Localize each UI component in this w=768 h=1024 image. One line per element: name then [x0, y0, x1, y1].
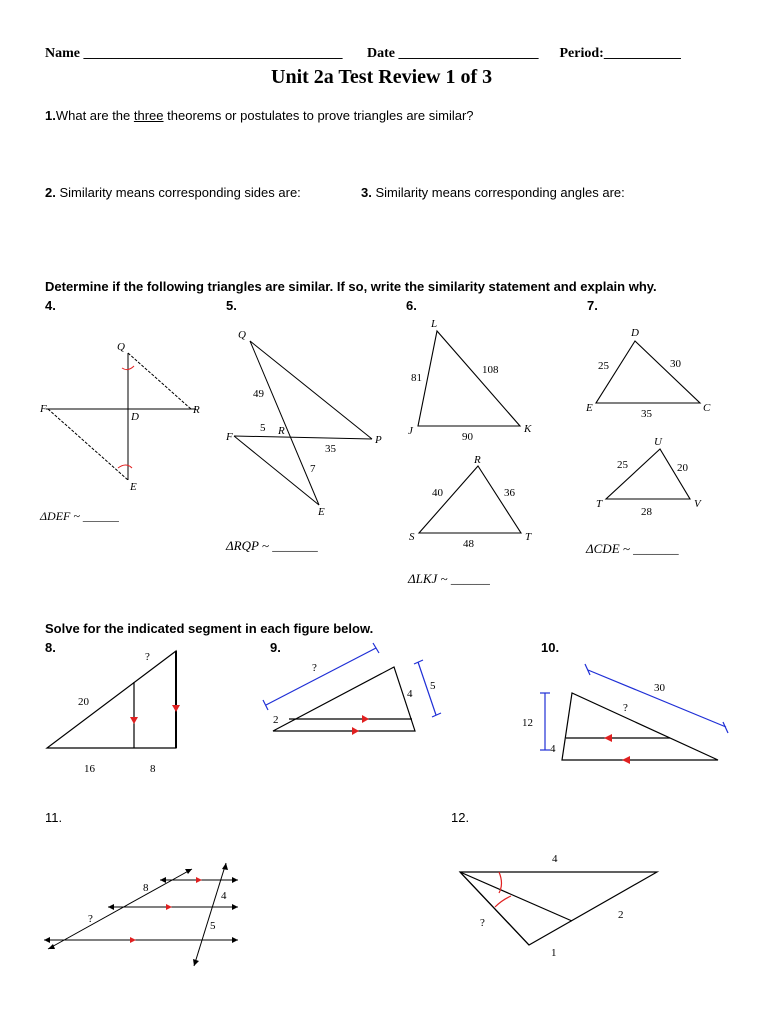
- problem-5-label-q: Q: [238, 329, 246, 341]
- problem-7-label-d: D: [631, 327, 639, 339]
- problem-5-length-35: 35: [325, 443, 336, 455]
- problem-7-length-25: 25: [598, 360, 609, 372]
- problem-7-length-30: 30: [670, 358, 681, 370]
- problem-6-label-j: J: [408, 425, 413, 437]
- question-3-number: 3.: [361, 185, 372, 200]
- problem-7-number: 7.: [587, 298, 598, 313]
- page-title: Unit 2a Test Review 1 of 3: [271, 66, 493, 88]
- question-1-number: 1.: [45, 108, 56, 123]
- problem-5-length-49: 49: [253, 388, 264, 400]
- question-2-text: Similarity means corresponding sides are:: [55, 185, 301, 200]
- problem-12-label-2: 2: [618, 909, 624, 921]
- section-2-instruction: Solve for the indicated segment in each figure below.: [45, 621, 374, 636]
- problem-10-label-12: 12: [522, 717, 533, 729]
- name-field[interactable]: _____________________________________: [83, 46, 343, 61]
- problem-11-label-5: 5: [210, 920, 216, 932]
- period-field[interactable]: ___________: [603, 46, 681, 61]
- name-label: Name: [45, 46, 80, 61]
- problem-9-label-4: 4: [407, 688, 413, 700]
- problem-10-label-q: ?: [623, 702, 628, 714]
- problem-8-number: 8.: [45, 640, 56, 655]
- problem-10-label-30: 30: [654, 682, 665, 694]
- problem-6-label-s: S: [409, 531, 415, 543]
- date-label: Date: [367, 46, 395, 61]
- problem-6-length-36: 36: [504, 487, 515, 499]
- problem-7-label-v: V: [694, 498, 701, 510]
- problem-11-label-q: ?: [88, 913, 93, 925]
- problem-11-label-4: 4: [221, 890, 227, 902]
- problem-7-length-25b: 25: [617, 459, 628, 471]
- problem-5-length-5: 5: [260, 422, 266, 434]
- problem-5-number: 5.: [226, 298, 237, 313]
- problem-4-label-e: E: [130, 481, 137, 493]
- problem-7-statement[interactable]: ΔCDE ~ _______: [586, 541, 679, 556]
- problem-7-length-28: 28: [641, 506, 652, 518]
- problem-6-length-48: 48: [463, 538, 474, 550]
- question-1-pre: What are the: [55, 108, 134, 123]
- problem-4-label-r: R: [193, 404, 200, 416]
- problem-6-label-r: R: [474, 454, 481, 466]
- problem-9-label-q: ?: [312, 662, 317, 674]
- problem-5-statement[interactable]: ΔRQP ~ _______: [226, 538, 318, 553]
- problem-11-number: 11.: [45, 810, 63, 825]
- problem-6-length-90: 90: [462, 431, 473, 443]
- period-label: Period:: [559, 46, 604, 61]
- problem-5-label-e: E: [318, 506, 325, 518]
- problem-7-length-35: 35: [641, 408, 652, 420]
- problem-9-label-5: 5: [430, 680, 436, 692]
- problem-9-number: 9.: [270, 640, 281, 655]
- problem-6-length-81: 81: [411, 372, 422, 384]
- problem-5-label-p: P: [375, 434, 382, 446]
- date-field[interactable]: ____________________: [398, 46, 539, 61]
- problem-10-label-4: 4: [550, 743, 556, 755]
- problem-4-label-f: F: [40, 403, 47, 415]
- question-2-number: 2.: [45, 185, 56, 200]
- problem-12-number: 12.: [451, 810, 470, 825]
- problem-5-label-f: F: [226, 431, 233, 443]
- problem-11-label-8: 8: [143, 882, 149, 894]
- problem-12-label-4: 4: [552, 853, 558, 865]
- problem-7-length-20: 20: [677, 462, 688, 474]
- problem-12-label-q: ?: [480, 917, 485, 929]
- problem-10-number: 10.: [541, 640, 560, 655]
- problem-9-label-2: 2: [273, 714, 279, 726]
- problem-6-length-108: 108: [482, 364, 499, 376]
- problem-4-label-d: D: [131, 411, 139, 423]
- question-1-post: theorems or postulates to prove triangles are similar?: [163, 108, 474, 123]
- problem-6-number: 6.: [406, 298, 417, 313]
- problem-5-length-7: 7: [310, 463, 316, 475]
- problem-7-label-u: U: [654, 436, 662, 448]
- problem-6-label-l: L: [431, 318, 438, 330]
- problem-7-label-t: T: [596, 498, 603, 510]
- problem-12-label-1: 1: [551, 947, 557, 959]
- section-1-instruction: Determine if the following triangles are similar. If so, write the similarity statement and explain why.: [45, 279, 657, 294]
- problem-8-label-16: 16: [84, 763, 95, 775]
- problem-6-length-40: 40: [432, 487, 443, 499]
- problem-6-statement[interactable]: ΔLKJ ~ ______: [408, 571, 490, 586]
- problem-6-label-k: K: [524, 423, 532, 435]
- question-1-underlined: three: [133, 108, 164, 123]
- problem-4-number: 4.: [45, 298, 56, 313]
- problem-5-label-r: R: [278, 425, 285, 437]
- question-3-text: Similarity means corresponding angles are:: [371, 185, 625, 200]
- problem-7-label-e: E: [586, 402, 593, 414]
- problem-8-label-q: ?: [145, 651, 150, 663]
- problem-8-label-8: 8: [150, 763, 156, 775]
- problem-7-label-c: C: [703, 402, 711, 414]
- problem-6-label-t: T: [525, 531, 532, 543]
- problem-4-label-q: Q: [117, 341, 125, 353]
- problem-8-label-20: 20: [78, 696, 89, 708]
- problem-4-statement[interactable]: ΔDEF ~ ______: [40, 509, 119, 523]
